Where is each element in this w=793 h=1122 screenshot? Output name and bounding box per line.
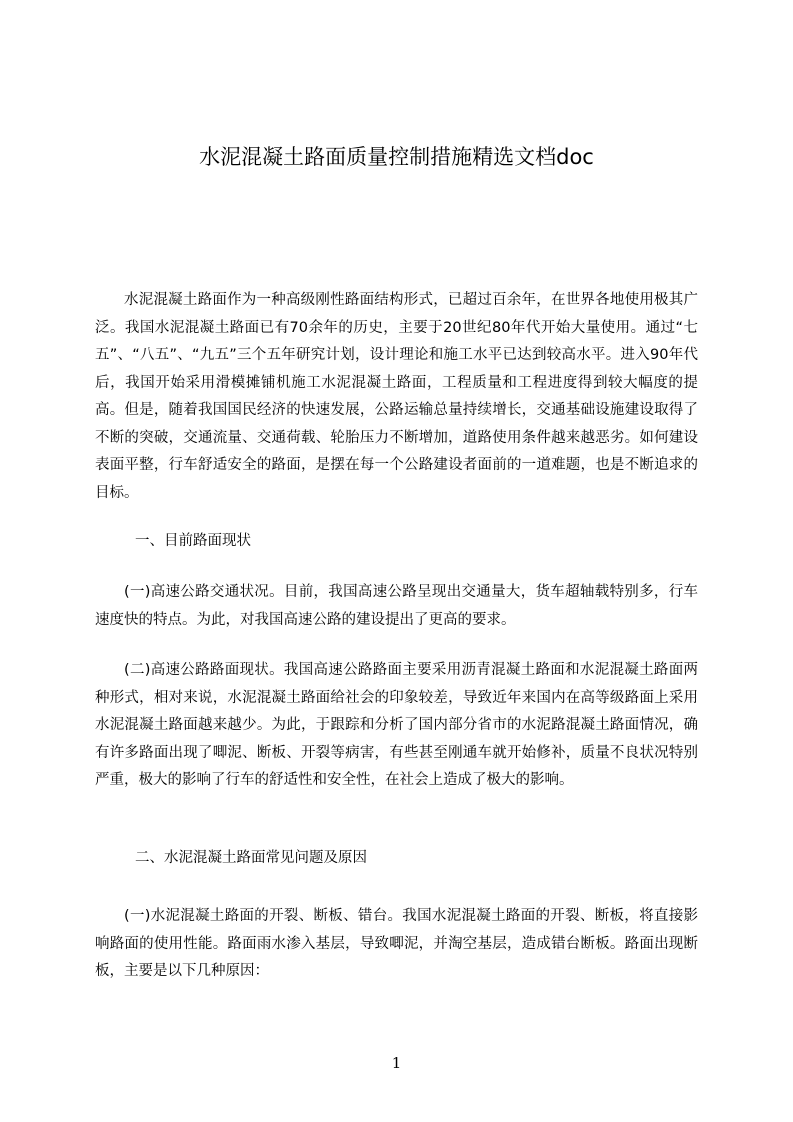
paragraph-cracking-breaking: (一)水泥混凝土路面的开裂、断板、错台。我国水泥混凝土路面的开裂、断板，将直接影响路面的使用性能。路面雨水渗入基层，导致唧泥，并淘空基层，造成错台断板。路面出现断板，主要是以下几种原因： — [95, 908, 698, 979]
intro-paragraph: 水泥混凝土路面作为一种高级刚性路面结构形式，已超过百余年，在世界各地使用极其广泛。我国水泥混凝土路面已有70余年的历史，主要于20世纪80年代开始大量使用。通过“七五”、“八五”、“九五”三个五年研究计划，设计理论和施工水平已达到较高水平。进入90年代后，我国开始采用滑模摊铺机施工水泥混凝土路面，工程质量和工程进度得到较大幅度的提高。但是，随着我国国民经济的快速发展，公路运输总量持续增长，交通基础设施建设取得了不断的突破，交通流量、交通荷载、轮胎压力不断增加，道路使用条件越来越恶劣。如何建设表面平整，行车舒适安全的路面，是摆在每一个公路建设者面前的一道难题，也是不断追求的目标。 — [95, 292, 698, 501]
page-number: 1 — [391, 1054, 402, 1072]
paragraph-highway-pavement: (二)高速公路路面现状。我国高速公路路面主要采用沥青混凝土路面和水泥混凝土路面两种形式，相对来说，水泥混凝土路面给社会的印象较差，导致近年来国内在高等级路面上采用水泥混凝土路面越来越少。为此，于跟踪和分析了国内部分省市的水泥路混凝土路面情况，确有许多路面出现了唧泥、断板、开裂等病害，有些甚至刚通车就开始修补，质量不良状况特别严重，极大的影响了行车的舒适性和安全性，在社会上造成了极大的影响。 — [95, 662, 698, 788]
section-heading-common-problems: 二、水泥混凝土路面常见问题及原因 — [135, 850, 367, 866]
paragraph-highway-traffic: (一)高速公路交通状况。目前，我国高速公路呈现出交通量大，货车超轴载特别多，行车速度快的特点。为此，对我国高速公路的建设提出了更高的要求。 — [95, 584, 698, 628]
document-title: 水泥混凝土路面质量控制措施精选文档doc — [199, 145, 594, 169]
section-heading-current-status: 一、目前路面现状 — [135, 533, 251, 549]
